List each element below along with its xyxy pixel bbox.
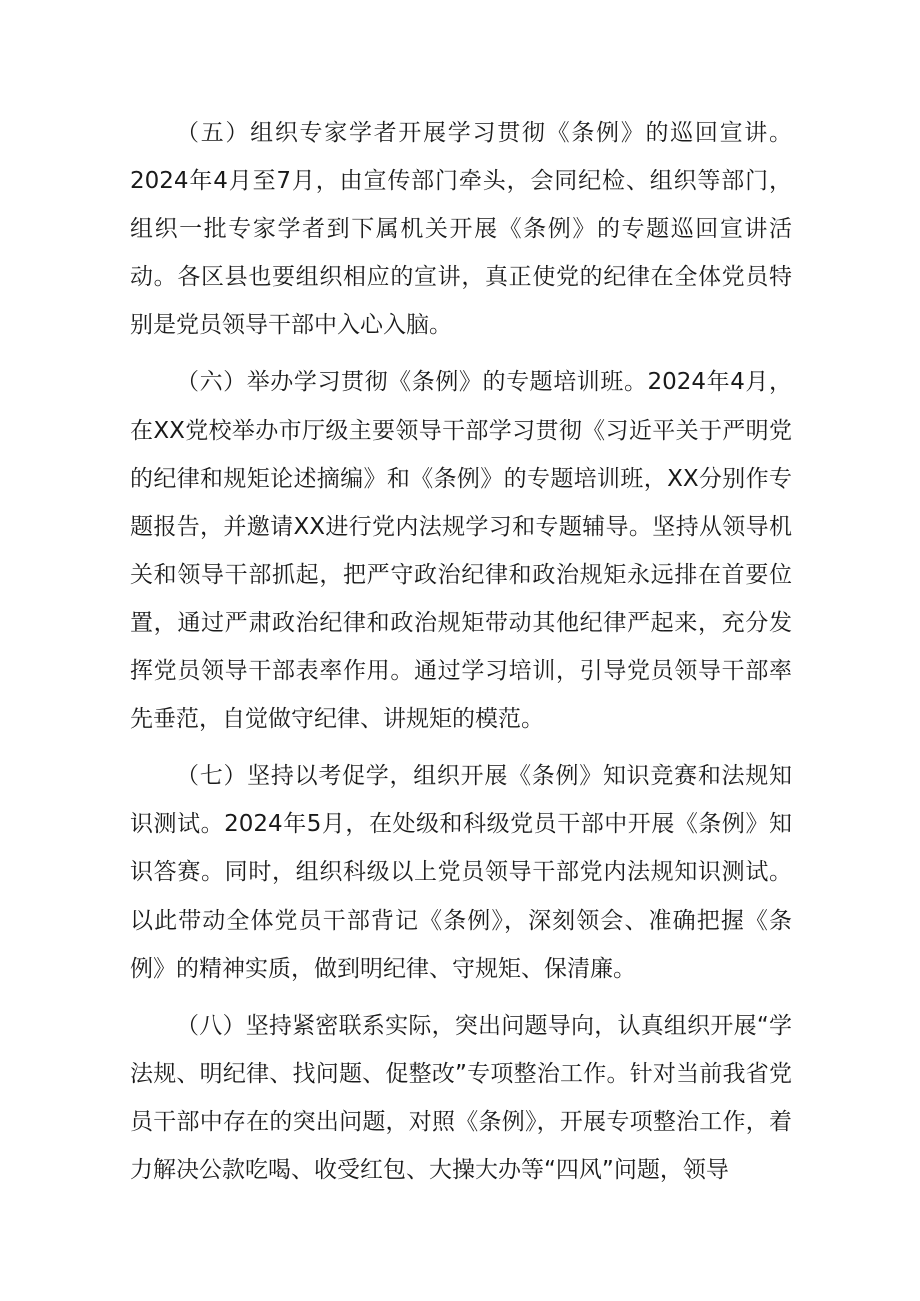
paragraph-5: （五）组织专家学者开展学习贯彻《条例》的巡回宣讲。2024年4月至7月，由宣传部门牵头，会同纪检、组织等部门，组织一批专家学者到下属机关开展《条例》的专题巡回宣讲活动。各区县也要组织相应的宣讲，真正使党的纪律在全体党员特别是党员领导干部中入心入脑。	[130, 120, 792, 339]
paragraph-7: （七）坚持以考促学，组织开展《条例》知识竞赛和法规知识测试。2024年5月，在处级和科级党员干部中开展《条例》知识答赛。同时，组织科级以上党员领导干部党内法规知识测试。以此带动全体党员干部背记《条例》，深刻领会、准确把握《条例》的精神实质，做到明纪律、守规矩、保清廉。	[130, 763, 792, 982]
paragraph-8: （八）坚持紧密联系实际，突出问题导向，认真组织开展“学法规、明纪律、找问题、促整改”专项整治工作。针对当前我省党员干部中存在的突出问题，对照《条例》，开展专项整治工作，着力解决公款吃喝、收受红包、大操大办等“四风”问题，领导	[130, 1012, 792, 1183]
document-body	[130, 109, 792, 1203]
paragraph-6: （六）举办学习贯彻《条例》的专题培训班。2024年4月，在XX党校举办市厅级主要领导干部学习贯彻《习近平关于严明党的纪律和规矩论述摘编》和《条例》的专题培训班，XX分别作专题报告，并邀请XX进行党内法规学习和专题辅导。坚持从领导机关和领导干部抓起，把严守政治纪律和政治规矩永远排在首要位置，通过严肃政治纪律和政治规矩带动其他纪律严起来，充分发挥党员领导干部表率作用。通过学习培训，引导党员领导干部率先垂范，自觉做守纪律、讲规矩的模范。	[130, 369, 792, 733]
